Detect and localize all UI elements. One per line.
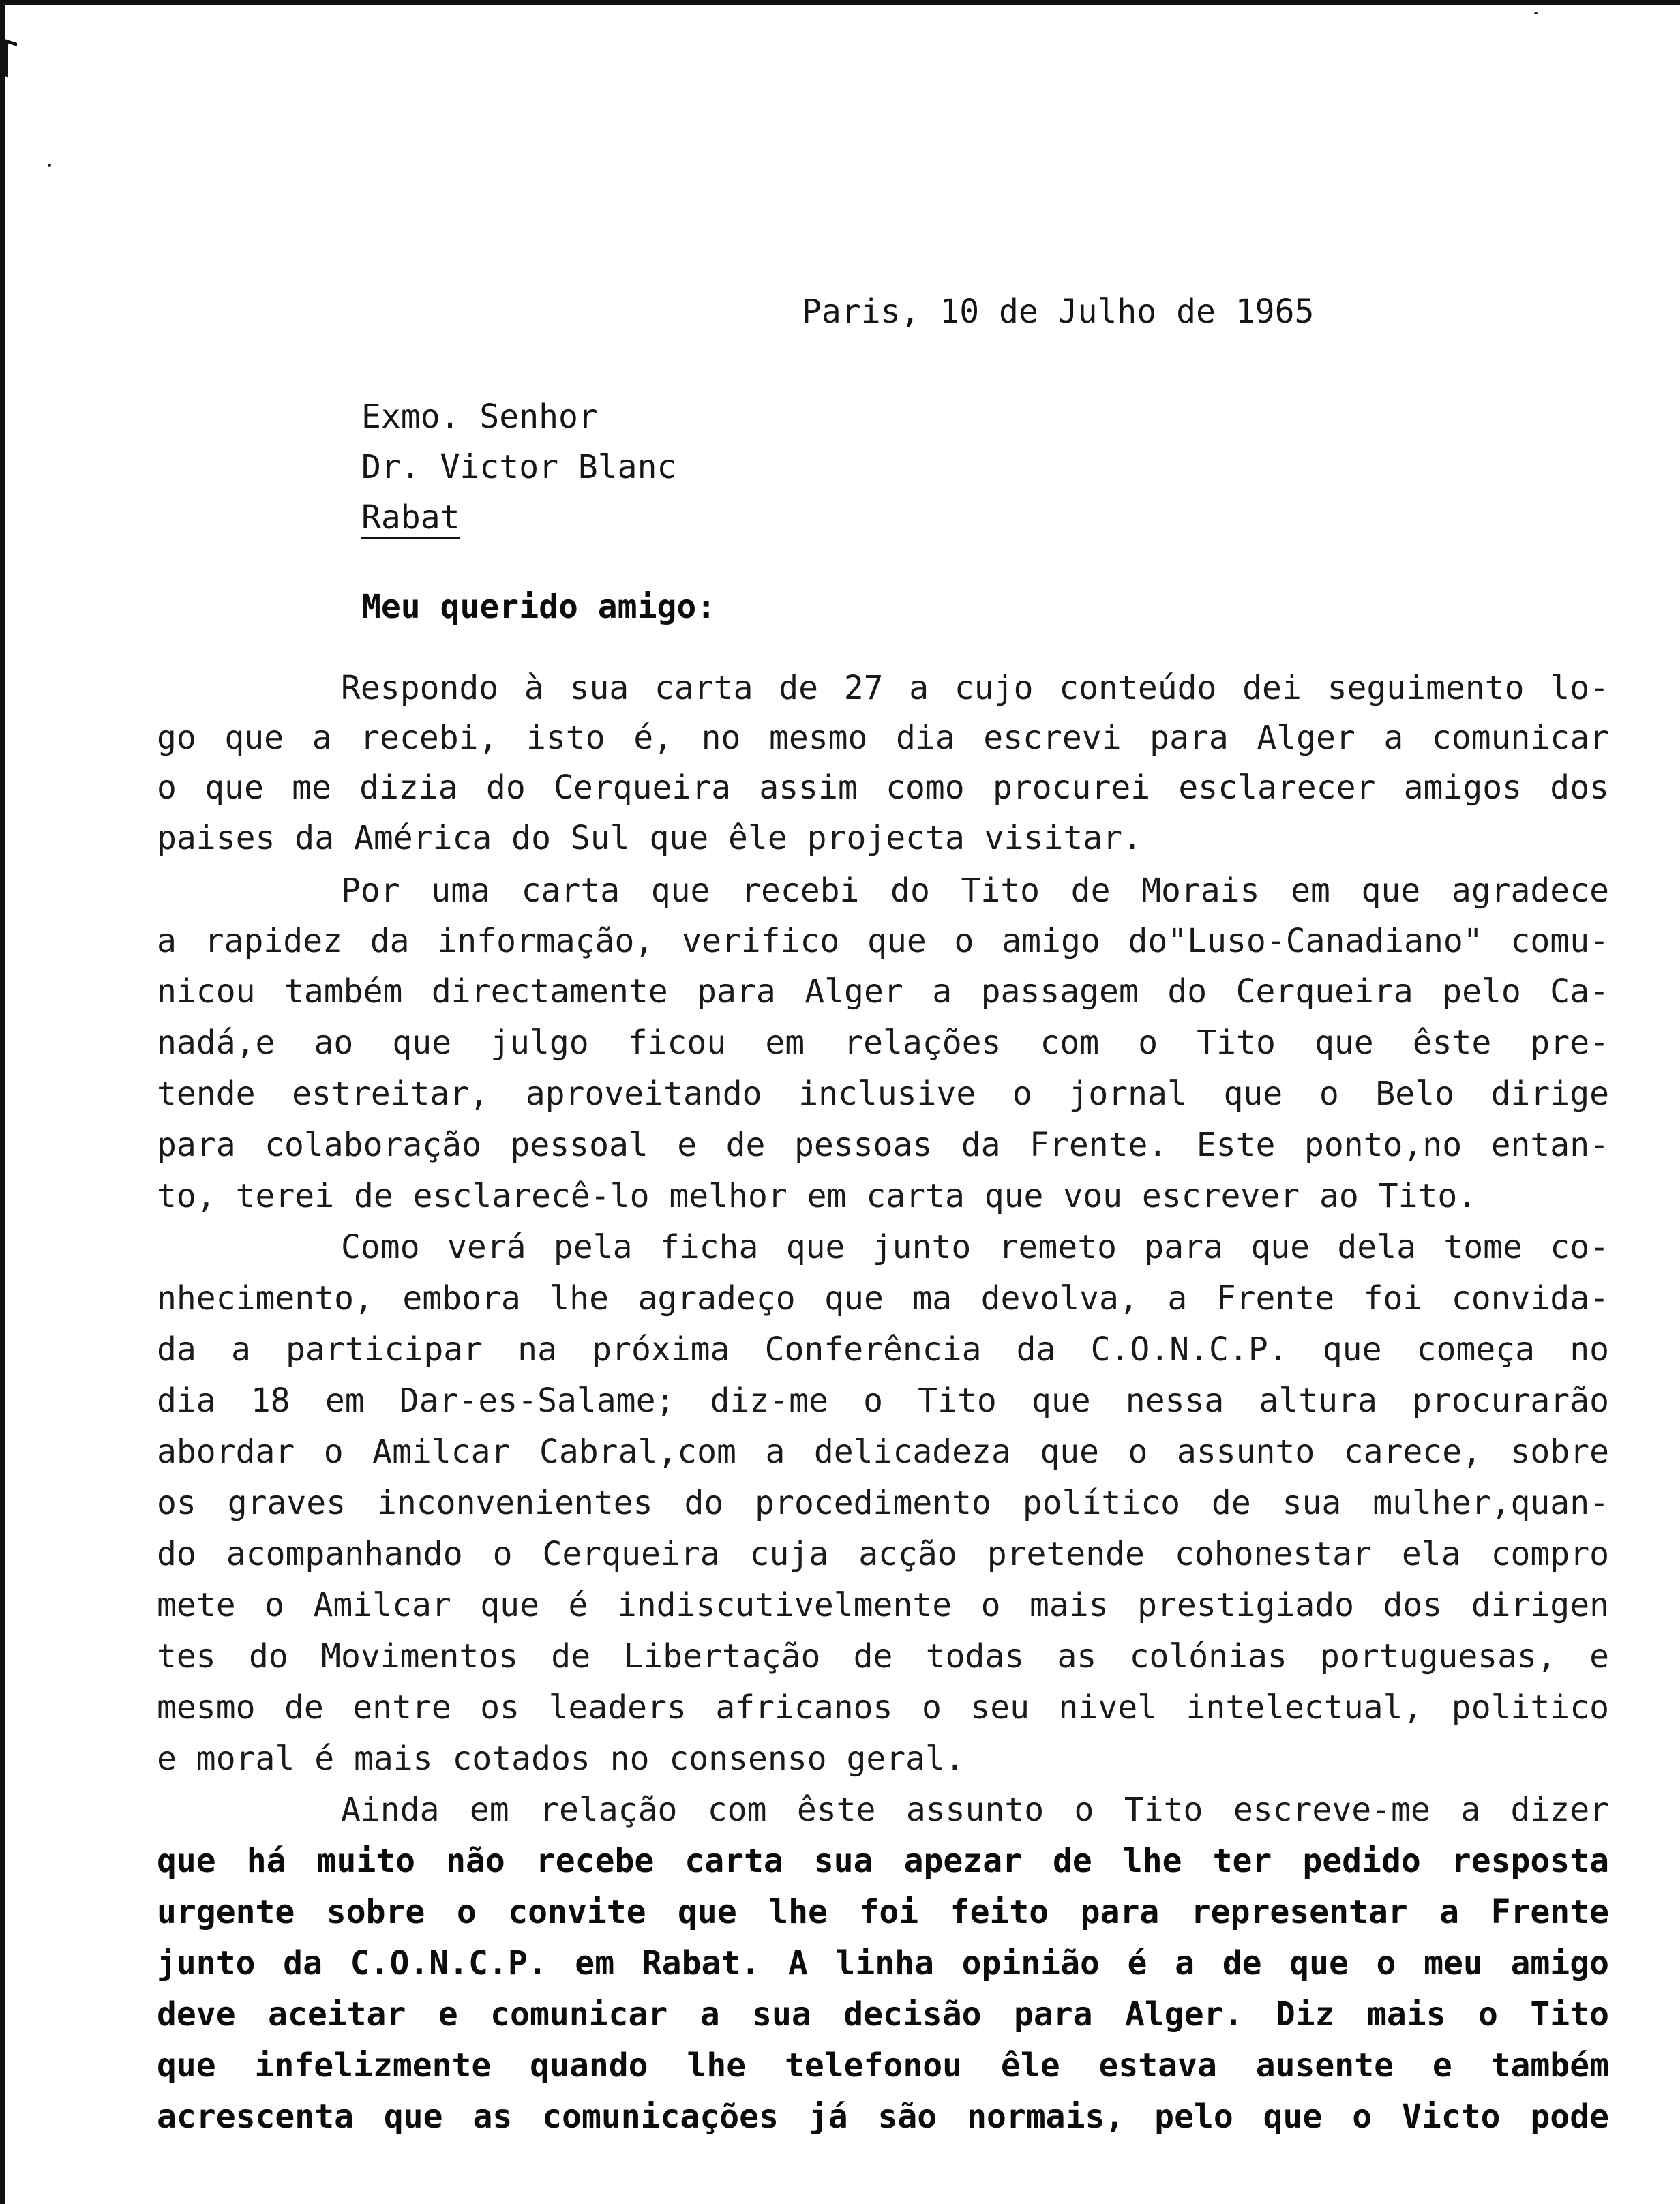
scan-edge-left: [0, 0, 5, 2204]
body-line: abordar o Amilcar Cabral,com a delicadeza que o assunto carece, sobre: [157, 1433, 1609, 1471]
body-line: deve aceitar e comunicar a sua decisão para Alger. Diz mais o Tito: [157, 1995, 1609, 2034]
scan-speck: [1534, 12, 1538, 14]
body-line: acrescenta que as comunicações já são normais, pelo que o Victo pode: [157, 2098, 1609, 2136]
body-line: Como verá pela ficha que junto remeto para que dela tome co-: [341, 1228, 1609, 1266]
recipient-name: Dr. Victor Blanc: [361, 448, 677, 486]
body-line: nadá,e ao que julgo ficou em relações com o Tito que êste pre-: [157, 1024, 1609, 1062]
body-line: urgente sobre o convite que lhe foi feito para representar a Frente: [157, 1893, 1609, 1931]
body-line: tes do Movimentos de Libertação de todas as colónias portuguesas, e: [157, 1637, 1609, 1676]
scan-edge-mark: [5, 39, 17, 80]
scan-speck: [48, 164, 51, 167]
body-line: o que me dizia do Cerqueira assim como procurei esclarecer amigos dos: [157, 769, 1609, 807]
recipient-title: Exmo. Senhor: [361, 398, 598, 436]
scan-edge-top: [0, 0, 1680, 5]
body-line: to, terei de esclarecê-lo melhor em carta que vou escrever ao Tito.: [157, 1177, 1478, 1215]
salutation: Meu querido amigo:: [361, 588, 717, 626]
body-line: mete o Amilcar que é indiscutivelmente o mais prestigiado dos dirigen: [157, 1586, 1609, 1624]
body-line: tende estreitar, aproveitando inclusive o jornal que o Belo dirige: [157, 1075, 1609, 1113]
date-line: Paris, 10 de Julho de 1965: [802, 293, 1315, 331]
body-line: da a participar na próxima Conferência da C.O.N.C.P. que começa no: [157, 1330, 1609, 1369]
body-line: dia 18 em Dar-es-Salame; diz-me o Tito que nessa altura procurarão: [157, 1382, 1609, 1420]
body-line: Ainda em relação com êste assunto o Tito escreve-me a dizer: [341, 1791, 1609, 1829]
body-line: Por uma carta que recebi do Tito de Morais em que agradece: [341, 872, 1609, 910]
body-line: paises da América do Sul que êle projecta visitar.: [157, 819, 1142, 857]
body-line: Respondo à sua carta de 27 a cujo conteúdo dei seguimento lo-: [341, 669, 1609, 707]
body-line: que há muito não recebe carta sua apezar de lhe ter pedido resposta: [157, 1842, 1609, 1880]
body-line: mesmo de entre os leaders africanos o seu nivel intelectual, politico: [157, 1688, 1609, 1727]
body-line: os graves inconvenientes do procedimento político de sua mulher,quan-: [157, 1484, 1609, 1522]
body-line: do acompanhando o Cerqueira cuja acção pretende cohonestar ela compro: [157, 1535, 1609, 1573]
body-line: nicou também directamente para Alger a passagem do Cerqueira pelo Ca-: [157, 972, 1609, 1011]
body-line: que infelizmente quando lhe telefonou êle estava ausente e também: [157, 2046, 1609, 2085]
body-line: junto da C.O.N.C.P. em Rabat. A linha opinião é a de que o meu amigo: [157, 1944, 1609, 1982]
recipient-city: Rabat: [361, 498, 460, 537]
body-line: para colaboração pessoal e de pessoas da Frente. Este ponto,no entan-: [157, 1126, 1609, 1164]
body-line: go que a recebi, isto é, no mesmo dia escrevi para Alger a comunicar: [157, 719, 1609, 757]
body-line: a rapidez da informação, verifico que o amigo do"Luso-Canadiano" comu-: [157, 922, 1609, 960]
body-line: e moral é mais cotados no consenso geral.: [157, 1740, 965, 1778]
body-line: nhecimento, embora lhe agradeço que ma devolva, a Frente foi convida-: [157, 1279, 1609, 1317]
